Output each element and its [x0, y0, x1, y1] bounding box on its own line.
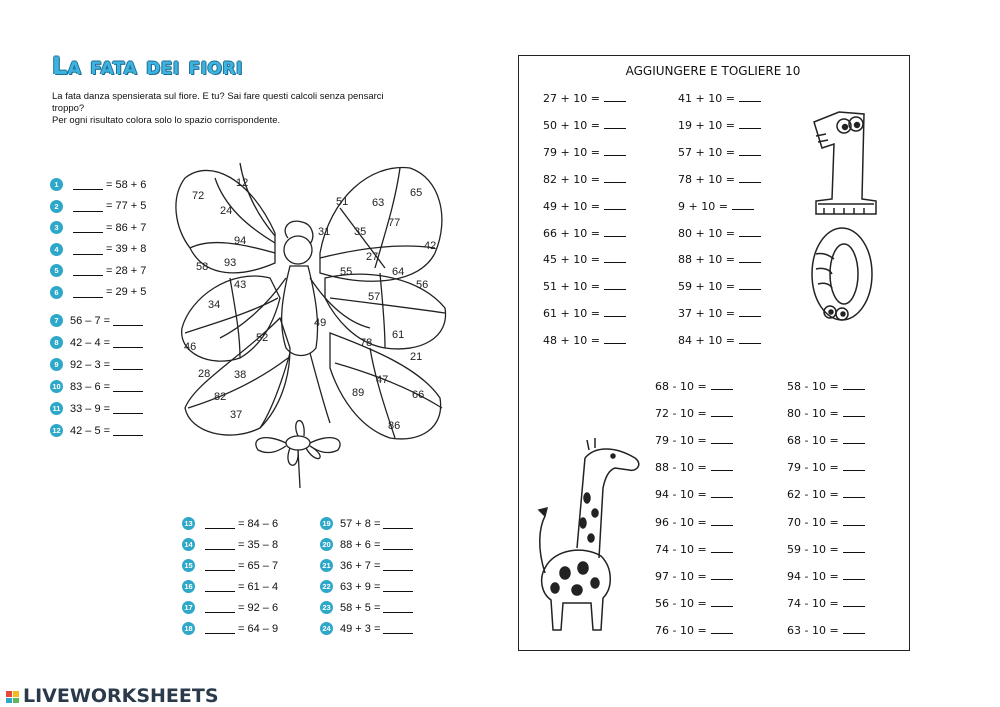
answer-blank[interactable] [739, 227, 761, 237]
calc-row [787, 488, 865, 501]
intro-text [52, 91, 462, 127]
answer-blank[interactable] [739, 92, 761, 102]
exercise-text: 33 – 9 = [70, 402, 111, 415]
answer-blank[interactable] [843, 570, 865, 580]
exercise-number-badge: 11 [50, 402, 63, 415]
fairy-region-number[interactable]: 63 [372, 197, 385, 209]
calc-row [543, 334, 626, 347]
exercise-row [50, 243, 146, 256]
exercise-row [50, 358, 146, 371]
answer-blank[interactable] [383, 623, 413, 634]
exercise-number-badge: 13 [182, 517, 195, 530]
exercise-number-badge: 12 [50, 424, 63, 437]
liveworksheets-logo-icon [6, 689, 20, 703]
answer-blank[interactable] [732, 200, 754, 210]
calc-expression: 88 + 10 = [678, 253, 735, 267]
answer-blank[interactable] [843, 488, 865, 498]
exercise-text: = 29 + 5 [106, 286, 147, 298]
exercise-number-badge: 6 [50, 286, 63, 299]
fairy-region-number[interactable]: 66 [412, 389, 425, 401]
answer-blank[interactable] [604, 334, 626, 344]
fairy-region-number[interactable]: 46 [184, 341, 197, 353]
intro-line: troppo? [52, 103, 85, 114]
fairy-region-number[interactable]: 21 [410, 351, 423, 363]
answer-blank[interactable] [205, 560, 235, 571]
calc-row [655, 461, 733, 474]
answer-blank[interactable] [739, 307, 761, 317]
calc-expression: 94 - 10 = [787, 569, 839, 583]
answer-blank[interactable] [383, 539, 413, 550]
calc-expression: 9 + 10 = [678, 199, 728, 213]
exercise-row [182, 601, 278, 614]
calc-row [787, 516, 865, 529]
exercise-text: = 84 – 6 [238, 517, 279, 530]
answer-blank[interactable] [711, 597, 733, 607]
answer-blank[interactable] [604, 200, 626, 210]
exercise-text: 56 – 7 = [70, 314, 111, 327]
calc-row [678, 253, 761, 266]
exercise-text: 42 – 5 = [70, 424, 111, 437]
calc-row [543, 200, 626, 213]
fairy-region-number[interactable]: 65 [410, 187, 423, 199]
calc-expression: 41 + 10 = [678, 92, 735, 105]
giraffe-illustration [525, 438, 645, 638]
calc-expression: 80 + 10 = [678, 226, 735, 240]
exercise-text: = 86 + 7 [106, 221, 147, 234]
answer-blank[interactable] [604, 227, 626, 237]
brand-name: LIVEWORKSHEETS [23, 685, 219, 707]
exercise-row [320, 601, 416, 614]
answer-blank[interactable] [205, 581, 235, 592]
calc-expression: 63 - 10 = [787, 623, 839, 637]
calc-expression: 59 - 10 = [787, 542, 839, 556]
exercise-row [182, 580, 278, 593]
answer-blank[interactable] [113, 425, 143, 436]
calc-expression: 45 + 10 = [543, 253, 600, 267]
calc-expression: 70 - 10 = [787, 515, 839, 529]
calc-expression: 48 + 10 = [543, 334, 600, 348]
fairy-region-number[interactable]: 31 [318, 226, 331, 238]
calc-row [543, 253, 626, 266]
answer-blank[interactable] [843, 624, 865, 634]
answer-blank[interactable] [73, 179, 103, 190]
calc-row [655, 624, 733, 637]
exercise-text: = 61 – 4 [238, 580, 279, 593]
exercise-number-badge: 20 [320, 538, 333, 551]
exercise-text: 88 + 6 = [340, 538, 381, 551]
fairy-region-number[interactable]: 64 [392, 266, 405, 278]
exercise-text: 63 + 9 = [340, 580, 381, 593]
intro-line: La fata danza spensierata sul fiore. E tu? Sai fare questi calcoli senza pensarci [52, 91, 384, 102]
calc-expression: 62 - 10 = [787, 488, 839, 502]
calc-row [678, 146, 761, 159]
exercise-number-badge: 10 [50, 380, 63, 393]
intro-line: Per ogni risultato colora solo lo spazio corrispondente. [52, 115, 281, 126]
calc-row [787, 570, 865, 583]
calc-row [655, 570, 733, 583]
exercise-number-badge: 2 [50, 200, 63, 213]
worksheet-title: La fata dei fiori [52, 52, 243, 80]
exercise-number-badge: 22 [320, 580, 333, 593]
fairy-region-number[interactable]: 56 [416, 279, 429, 291]
exercise-number-badge: 21 [320, 559, 333, 572]
exercise-row [320, 559, 416, 572]
calc-expression: 57 + 10 = [678, 145, 735, 159]
calc-row [678, 119, 761, 132]
answer-blank[interactable] [843, 407, 865, 417]
exercise-row [182, 559, 278, 572]
calc-expression: 66 + 10 = [543, 226, 600, 240]
calc-expression: 80 - 10 = [787, 407, 839, 421]
calc-expression: 72 - 10 = [655, 407, 707, 421]
brand-footer[interactable] [6, 685, 219, 707]
fairy-region-number[interactable]: 38 [234, 369, 247, 381]
calc-row [678, 227, 761, 240]
answer-blank[interactable] [739, 253, 761, 263]
exercise-text: 83 – 6 = [70, 380, 111, 393]
fairy-region-number[interactable]: 94 [234, 235, 247, 247]
calc-expression: 79 - 10 = [655, 434, 707, 448]
calc-row [543, 280, 626, 293]
exercise-number-badge: 19 [320, 517, 333, 530]
calc-expression: 94 - 10 = [655, 488, 707, 502]
answer-blank[interactable] [711, 624, 733, 634]
answer-blank[interactable] [113, 337, 143, 348]
exercise-row [320, 580, 416, 593]
exercise-number-badge: 14 [182, 538, 195, 551]
answer-blank[interactable] [843, 543, 865, 553]
answer-blank[interactable] [604, 280, 626, 290]
exercise-row [320, 538, 416, 551]
exercise-text: 57 + 8 = [340, 517, 381, 530]
exercise-text: = 35 – 8 [238, 538, 279, 551]
fairy-region-number[interactable]: 72 [192, 190, 205, 202]
answer-blank[interactable] [739, 146, 761, 156]
exercise-text: = 39 + 8 [106, 243, 147, 255]
exercise-number-badge: 16 [182, 580, 195, 593]
fairy-region-number[interactable]: 47 [376, 374, 389, 386]
calc-expression: 76 - 10 = [655, 623, 707, 637]
calc-row [678, 92, 761, 105]
calc-row [678, 280, 761, 293]
answer-blank[interactable] [73, 287, 103, 298]
calc-expression: 50 + 10 = [543, 118, 600, 132]
answer-blank[interactable] [205, 623, 235, 634]
fairy-region-number[interactable]: 34 [208, 299, 221, 311]
answer-blank[interactable] [739, 119, 761, 129]
answer-blank[interactable] [73, 201, 103, 212]
calc-expression: 58 - 10 = [787, 380, 839, 393]
answer-blank[interactable] [739, 334, 761, 344]
answer-blank[interactable] [113, 403, 143, 414]
calc-expression: 61 + 10 = [543, 307, 600, 321]
answer-blank[interactable] [604, 119, 626, 129]
calc-row [543, 173, 626, 186]
answer-blank[interactable] [739, 173, 761, 183]
calc-row [787, 434, 865, 447]
exercise-row [182, 517, 278, 530]
calc-expression: 74 - 10 = [655, 542, 707, 556]
exercise-row [50, 402, 146, 415]
answer-blank[interactable] [383, 560, 413, 571]
exercise-row [182, 538, 278, 551]
exercise-text: = 58 + 6 [106, 178, 147, 191]
calc-expression: 51 + 10 = [543, 280, 600, 294]
exercise-row [182, 622, 278, 635]
calc-row [655, 380, 733, 393]
exercise-number-badge: 1 [50, 178, 63, 191]
answer-blank[interactable] [113, 381, 143, 392]
answer-blank[interactable] [843, 516, 865, 526]
answer-blank[interactable] [711, 570, 733, 580]
calc-expression: 56 - 10 = [655, 596, 707, 610]
answer-blank[interactable] [711, 488, 733, 498]
calc-expression: 97 - 10 = [655, 569, 707, 583]
calc-expression: 79 - 10 = [787, 461, 839, 475]
fairy-region-number[interactable]: 43 [234, 279, 247, 291]
answer-blank[interactable] [73, 244, 103, 255]
answer-blank[interactable] [73, 222, 103, 233]
calc-row [543, 227, 626, 240]
answer-blank[interactable] [604, 92, 626, 102]
calc-row [787, 543, 865, 556]
answer-blank[interactable] [113, 315, 143, 326]
calc-row [543, 307, 626, 320]
answer-blank[interactable] [711, 407, 733, 417]
exercise-row [50, 424, 146, 437]
answer-blank[interactable] [711, 380, 733, 390]
answer-blank[interactable] [711, 516, 733, 526]
answer-blank[interactable] [843, 434, 865, 444]
exercise-row [50, 380, 146, 393]
fairy-region-number[interactable]: 55 [340, 266, 353, 278]
answer-blank[interactable] [604, 307, 626, 317]
answer-blank[interactable] [739, 280, 761, 290]
calc-expression: 74 - 10 = [787, 596, 839, 610]
fairy-region-number[interactable]: 28 [198, 368, 211, 380]
exercise-text: = 64 – 9 [238, 622, 279, 635]
fairy-region-number[interactable]: 35 [354, 226, 367, 238]
panel-title: AGGIUNGERE E TOGLIERE 10 [625, 64, 801, 78]
calc-row [655, 407, 733, 420]
fairy-region-number[interactable]: 51 [336, 196, 349, 208]
calc-row [678, 200, 754, 213]
answer-blank[interactable] [604, 173, 626, 183]
calc-expression: 68 - 10 = [787, 434, 839, 448]
exercise-row [50, 264, 146, 277]
calc-expression: 79 + 10 = [543, 145, 600, 159]
exercise-number-badge: 15 [182, 559, 195, 572]
calc-row [655, 543, 733, 556]
answer-blank[interactable] [73, 265, 103, 276]
exercise-text: = 65 – 7 [238, 559, 279, 572]
exercise-number-badge: 7 [50, 314, 63, 327]
fairy-region-number[interactable]: 37 [230, 409, 243, 421]
exercise-text: = 28 + 7 [106, 264, 147, 277]
exercise-number-badge: 8 [50, 336, 63, 349]
fairy-region-number[interactable]: 61 [392, 329, 405, 341]
calc-row [543, 92, 626, 105]
answer-blank[interactable] [843, 461, 865, 471]
calc-expression: 84 + 10 = [678, 334, 735, 348]
fairy-region-number[interactable]: 52 [256, 332, 269, 344]
calc-expression: 49 + 10 = [543, 199, 600, 213]
answer-blank[interactable] [604, 146, 626, 156]
answer-blank[interactable] [205, 518, 235, 529]
fairy-region-number[interactable]: 93 [224, 257, 237, 269]
exercise-number-badge: 9 [50, 358, 63, 371]
answer-blank[interactable] [843, 597, 865, 607]
calc-row [678, 173, 761, 186]
calc-row [543, 119, 626, 132]
answer-blank[interactable] [711, 434, 733, 444]
fairy-region-number[interactable]: 49 [314, 317, 327, 329]
calc-expression: 78 + 10 = [678, 172, 735, 186]
calc-row [787, 624, 865, 637]
fairy-region-number[interactable]: 24 [220, 205, 233, 217]
calc-expression: 82 + 10 = [543, 172, 600, 186]
exercise-number-badge: 23 [320, 601, 333, 614]
answer-blank[interactable] [205, 539, 235, 550]
answer-blank[interactable] [113, 359, 143, 370]
calc-row [655, 597, 733, 610]
calc-expression: 19 + 10 = [678, 118, 735, 132]
answer-blank[interactable] [711, 543, 733, 553]
answer-blank[interactable] [383, 518, 413, 529]
calc-row [787, 461, 865, 474]
fairy-region-number[interactable]: 78 [360, 337, 373, 349]
fairy-coloring-picture [170, 158, 452, 490]
exercise-number-badge: 4 [50, 243, 63, 256]
calc-row [787, 597, 865, 610]
exercise-row [50, 221, 146, 234]
calc-expression: 96 - 10 = [655, 515, 707, 529]
exercise-text: 36 + 7 = [340, 559, 381, 572]
exercise-row [50, 336, 146, 349]
exercise-row [50, 286, 146, 299]
calc-row [787, 380, 865, 393]
calc-row [678, 307, 761, 320]
calc-expression: 37 + 10 = [678, 307, 735, 321]
calc-row [655, 516, 733, 529]
fairy-region-number[interactable]: 82 [214, 391, 227, 403]
fairy-region-number[interactable]: 86 [388, 420, 401, 432]
exercise-text: 92 – 3 = [70, 358, 111, 371]
exercise-text: 49 + 3 = [340, 622, 381, 635]
calc-expression: 27 + 10 = [543, 92, 600, 105]
answer-blank[interactable] [711, 461, 733, 471]
exercise-text: = 77 + 5 [106, 200, 147, 212]
calc-row [543, 146, 626, 159]
exercise-text: = 92 – 6 [238, 601, 279, 614]
answer-blank[interactable] [604, 253, 626, 263]
exercise-number-badge: 3 [50, 221, 63, 234]
fairy-region-number[interactable]: 12 [236, 177, 249, 189]
number-characters-illustration [804, 104, 882, 326]
exercise-number-badge: 17 [182, 601, 195, 614]
calc-expression: 68 - 10 = [655, 380, 707, 393]
exercise-number-badge: 24 [320, 622, 333, 635]
calc-row [787, 407, 865, 420]
fairy-region-number[interactable]: 57 [368, 291, 381, 303]
exercise-number-badge: 18 [182, 622, 195, 635]
exercise-row [320, 517, 416, 530]
answer-blank[interactable] [383, 581, 413, 592]
exercise-row [50, 178, 146, 191]
answer-blank[interactable] [205, 602, 235, 613]
exercise-row [320, 622, 416, 635]
exercise-text: 58 + 5 = [340, 601, 381, 614]
fairy-region-number[interactable]: 89 [352, 387, 365, 399]
calc-expression: 88 - 10 = [655, 461, 707, 475]
fairy-region-number[interactable]: 77 [388, 217, 401, 229]
fairy-region-number[interactable]: 42 [424, 240, 437, 252]
answer-blank[interactable] [843, 380, 865, 390]
fairy-region-number[interactable]: 27 [366, 251, 379, 263]
exercise-row [50, 200, 146, 213]
calc-expression: 59 + 10 = [678, 280, 735, 294]
calc-row [655, 434, 733, 447]
exercise-row [50, 314, 146, 327]
calc-row [678, 334, 761, 347]
exercise-number-badge: 5 [50, 264, 63, 277]
exercise-text: 42 – 4 = [70, 336, 111, 349]
answer-blank[interactable] [383, 602, 413, 613]
fairy-region-number[interactable]: 58 [196, 261, 209, 273]
calc-row [655, 488, 733, 501]
